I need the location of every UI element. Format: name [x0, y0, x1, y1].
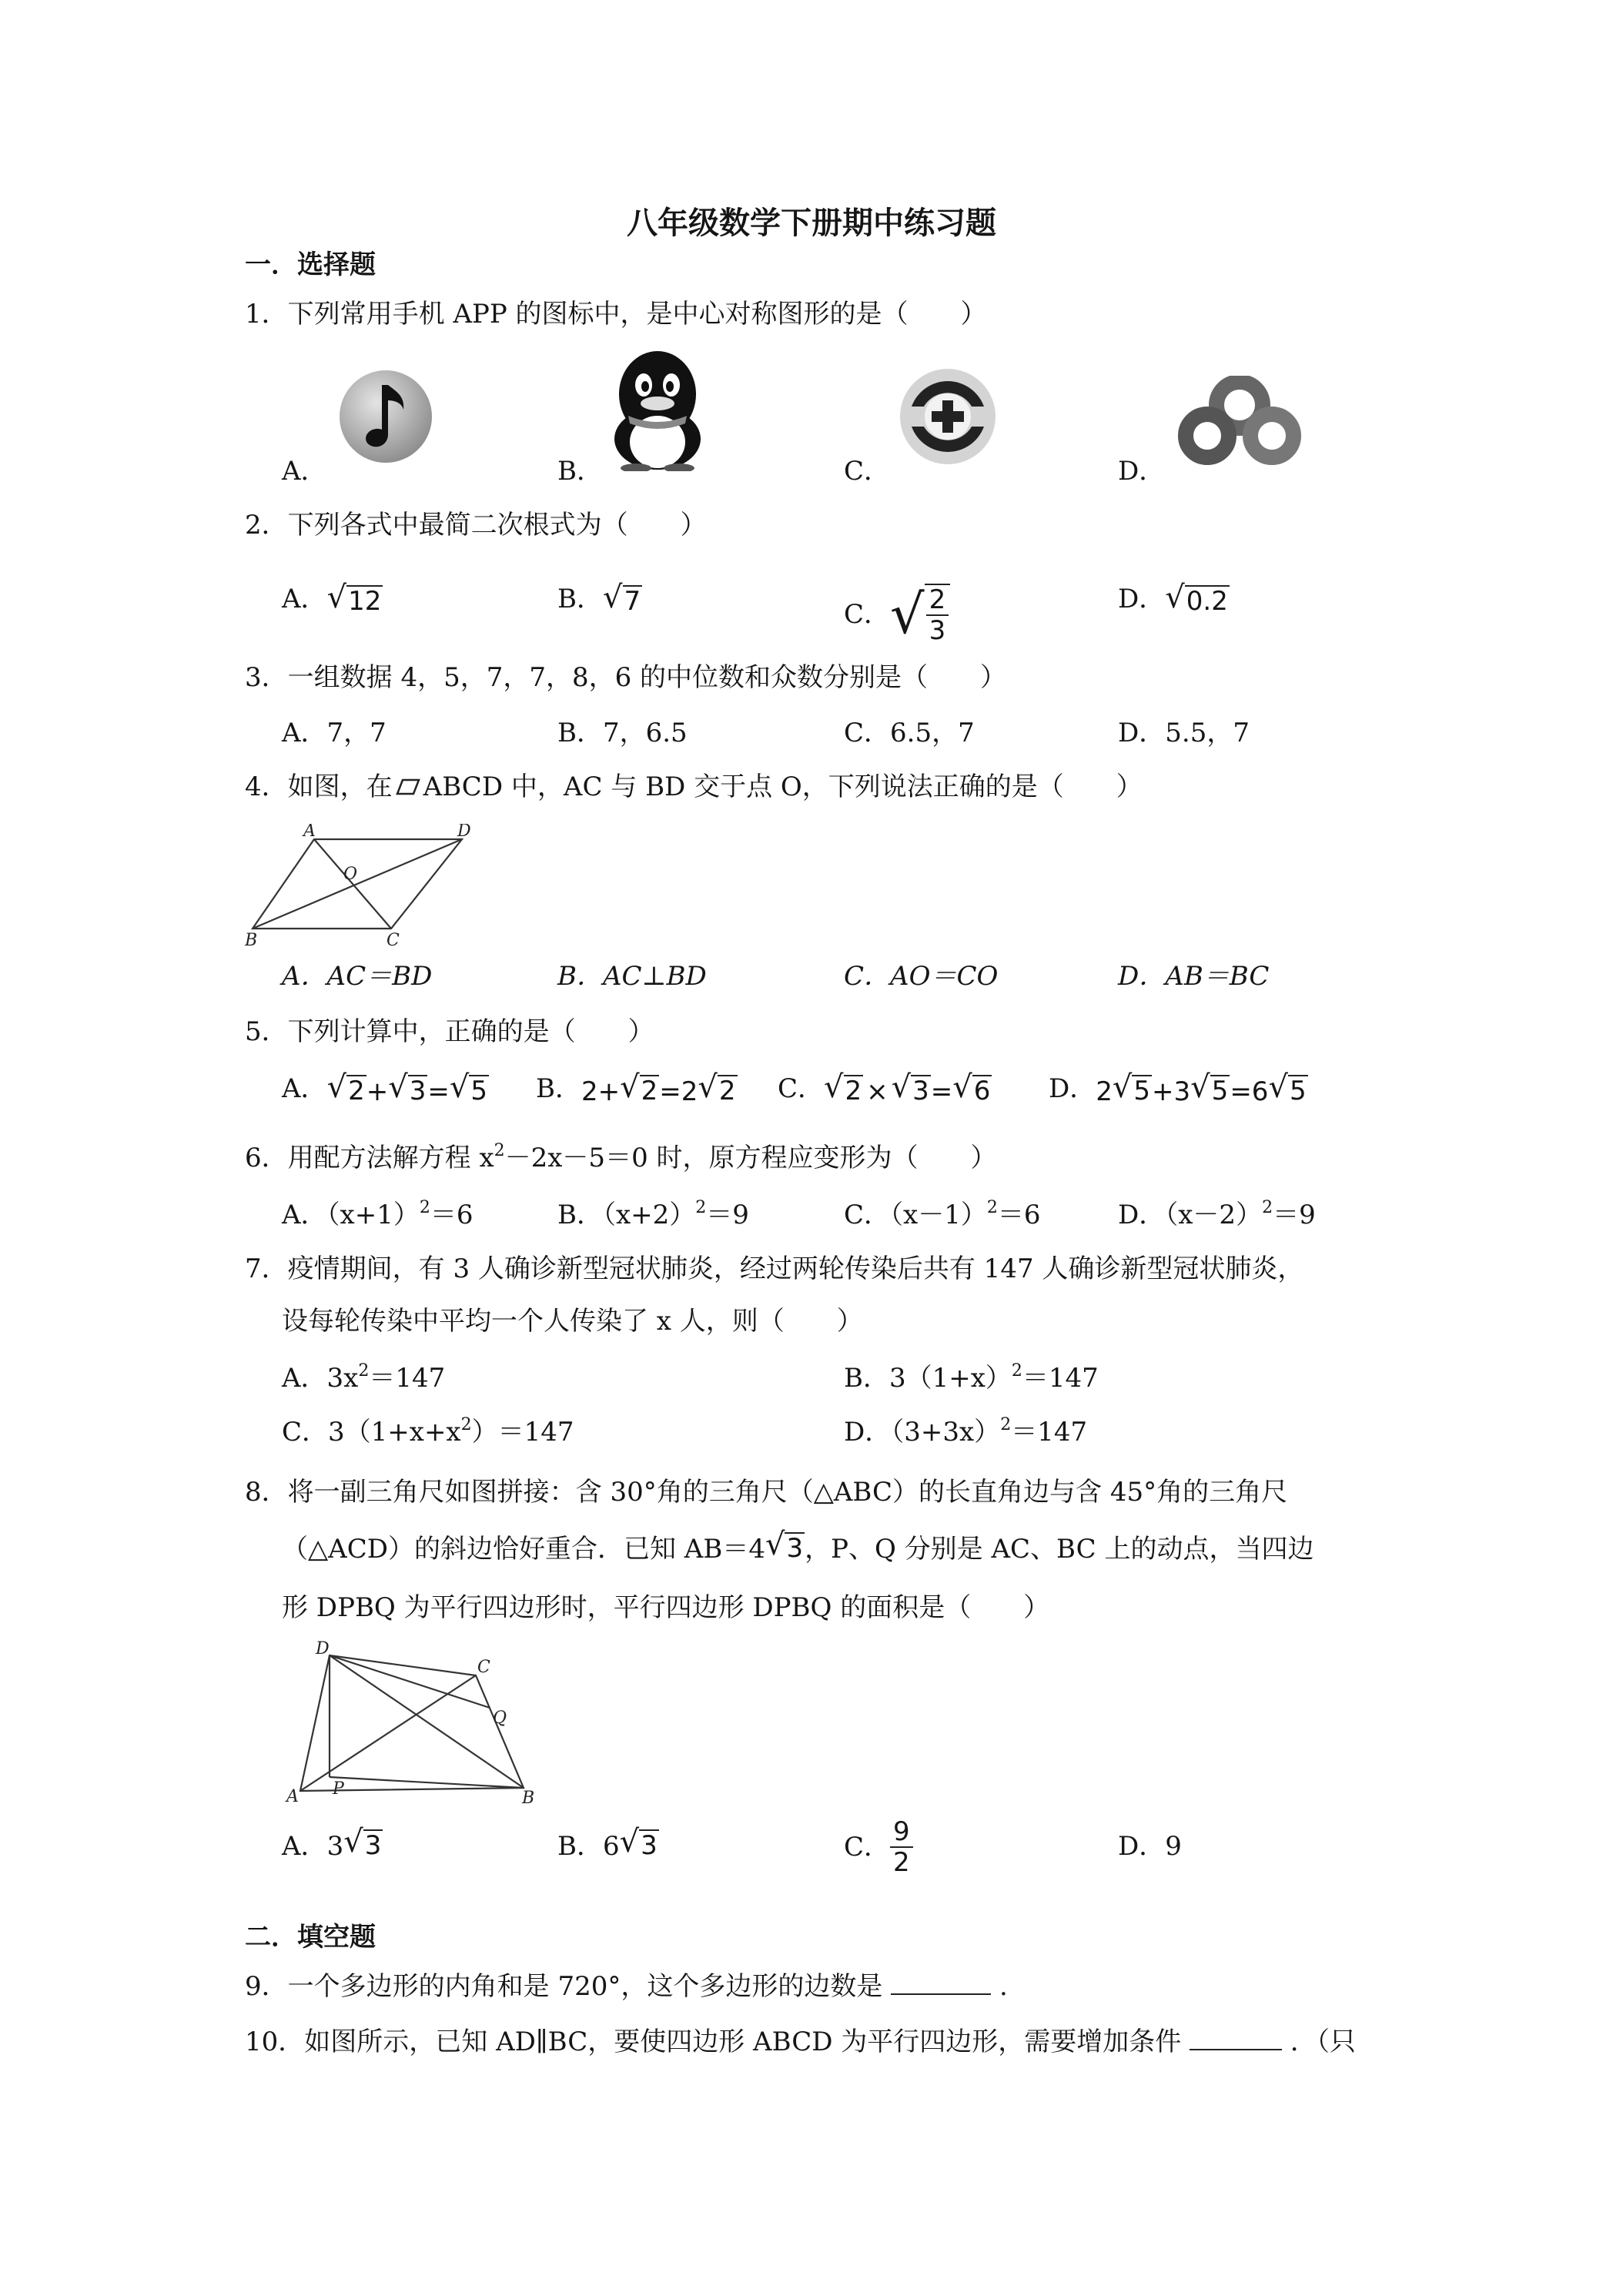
- q8-option-a: A． 3 √ 3: [282, 1824, 382, 1862]
- q2-option-c: [844, 582, 950, 647]
- q4-label-d: D: [457, 824, 471, 841]
- q2-option-c-label: C．: [844, 599, 891, 630]
- q8-stem-line3: 形 DPBQ 为平行四边形时，平行四边形 DPBQ 的面积是（ ）: [282, 1592, 1050, 1623]
- q2-option-a-radical: √ 12: [326, 580, 382, 617]
- q7-option-d: D．$(3+3x)^2=147$: [844, 1415, 1088, 1448]
- q2-stem: 2．下列各式中最简二次根式为（ ）: [245, 510, 707, 541]
- q4-option-d: D．AB＝BC: [1118, 961, 1270, 992]
- q1-stem: 1．下列常用手机 APP 的图标中，是中心对称图形的是（ ）: [245, 299, 987, 330]
- cloud-rings-icon: [1176, 376, 1303, 468]
- q2-option-d-label: D．: [1118, 584, 1166, 614]
- q8-option-c: C． $\frac{9}{2}$: [844, 1817, 913, 1877]
- q4-label-b: B: [245, 931, 258, 947]
- section-choice-heading: 一．选择题: [245, 249, 376, 280]
- q2-option-c-radical: √ $\frac{2}{3}$: [890, 582, 950, 647]
- q9-stem: 9．一个多边形的内角和是 720°，这个多边形的边数是 .: [245, 1971, 1008, 2002]
- q6-option-b: B．$(x+2)^2=9$: [557, 1198, 749, 1230]
- q1-option-a-label: A．: [282, 456, 327, 487]
- q3-option-d: D．5.5，7: [1118, 718, 1250, 748]
- q7-option-c: C．$3(1+x+x^2)=147$: [282, 1415, 574, 1448]
- q2-option-b: [557, 582, 642, 616]
- q5-option-c: C． √ 2 × √ 3 = √ 6: [778, 1069, 991, 1107]
- q7-option-b: B．$3(1+x)^2=147$: [844, 1361, 1099, 1394]
- music-note-icon: [337, 368, 434, 465]
- q8-option-d: D．9: [1118, 1831, 1182, 1862]
- q1-option-b-label: B．: [557, 456, 603, 487]
- q8-stem-line1: 8．将一副三角尺如图拼接：含 30°角的三角尺（△ABC）的长直角边与含 45°角的三角尺: [245, 1477, 1288, 1508]
- q5-option-b: B． 2+ √ 2 =2 √ 2: [536, 1069, 736, 1107]
- q10-stem: 10．如图所示，已知 AD∥BC，要使四边形 ABCD 为平行四边形，需要增加条件 ．（只: [245, 2027, 1356, 2057]
- q4-parallelogram-figure: [245, 824, 476, 947]
- q2-option-b-radical: √ 7: [603, 580, 641, 617]
- q6-option-c: C．$(x-1)^2=6$: [844, 1198, 1041, 1230]
- q4-option-c: C．AO＝CO: [844, 961, 999, 992]
- q2-option-d: [1118, 582, 1230, 616]
- q4-option-a: A．AC＝BD: [282, 961, 433, 992]
- q4-label-c: C: [387, 931, 400, 947]
- q8-label-a: A: [286, 1787, 299, 1806]
- q6-stem: 6．用配方法解方程 $x^2-2x-5=0$ 时，原方程应变形为（ ）: [245, 1141, 997, 1173]
- q3-option-c: C．6.5，7: [844, 718, 975, 748]
- q8-stem-line2: （△ACD）的斜边恰好重合．已知 AB＝4 √ 3 ，P、Q 分别是 AC、BC 上的动点，当四边: [282, 1527, 1314, 1565]
- q1-option-d-label: D．: [1118, 456, 1166, 487]
- page-title: 八年级数学下册期中练习题: [627, 205, 996, 241]
- q5-stem: 5．下列计算中，正确的是（ ）: [245, 1016, 654, 1047]
- section-fill-heading: 二．填空题: [245, 1922, 376, 1953]
- q4-label-a: A: [303, 824, 316, 841]
- q1-option-c-label: C．: [844, 456, 891, 487]
- q8-label-c: C: [477, 1658, 490, 1677]
- q2-option-b-label: B．: [557, 584, 603, 614]
- q7-stem-line2: 设每轮传染中平均一个人传染了 x 人，则（ ）: [282, 1306, 863, 1337]
- q2-option-a: [282, 582, 383, 616]
- q3-option-b: B．7，6.5: [557, 718, 688, 748]
- q8-label-b: B: [522, 1789, 535, 1806]
- q7-option-a: A．$3x^2=147$: [282, 1361, 446, 1394]
- q2-option-a-label: A．: [282, 584, 327, 614]
- parallelogram-symbol-icon: [396, 778, 420, 796]
- q8-triangles-figure: [277, 1637, 547, 1806]
- q5-option-a: A． √ 2 + √ 3 = √ 5: [282, 1069, 487, 1107]
- q8-label-q: Q: [493, 1709, 507, 1728]
- q9-answer-blank[interactable]: [891, 1970, 991, 1995]
- q8-label-d: D: [316, 1639, 330, 1658]
- q8-option-b: B． 6 √ 3: [557, 1824, 658, 1862]
- q4-option-b: B．AC⊥BD: [557, 961, 707, 992]
- q4-stem: 4．如图，在 ABCD 中，AC 与 BD 交于点 O，下列说法正确的是（ ）: [245, 771, 1143, 802]
- q5-option-d: D． 2 √ 5 +3 √ 5 =6 √ 5: [1049, 1069, 1307, 1107]
- q4-label-o: O: [343, 865, 358, 884]
- q10-answer-blank[interactable]: [1190, 2026, 1282, 2050]
- q7-stem-line1: 7．疫情期间，有 3 人确诊新型冠状肺炎，经过两轮传染后共有 147 人确诊新型冠状肺炎，: [245, 1253, 1304, 1284]
- penguin-icon: [605, 348, 710, 471]
- plus-circle-icon: [898, 366, 998, 467]
- q6-option-d: D．$(x-2)^2=9$: [1118, 1198, 1316, 1230]
- q3-option-a: A．7，7: [282, 718, 387, 748]
- q6-option-a: A．$(x+1)^2=6$: [282, 1198, 474, 1230]
- q3-stem: 3．一组数据 4，5，7，7，8，6 的中位数和众数分别是（ ）: [245, 662, 1007, 693]
- q2-option-d-radical: √ 0.2: [1165, 580, 1228, 617]
- q8-label-p: P: [333, 1779, 344, 1799]
